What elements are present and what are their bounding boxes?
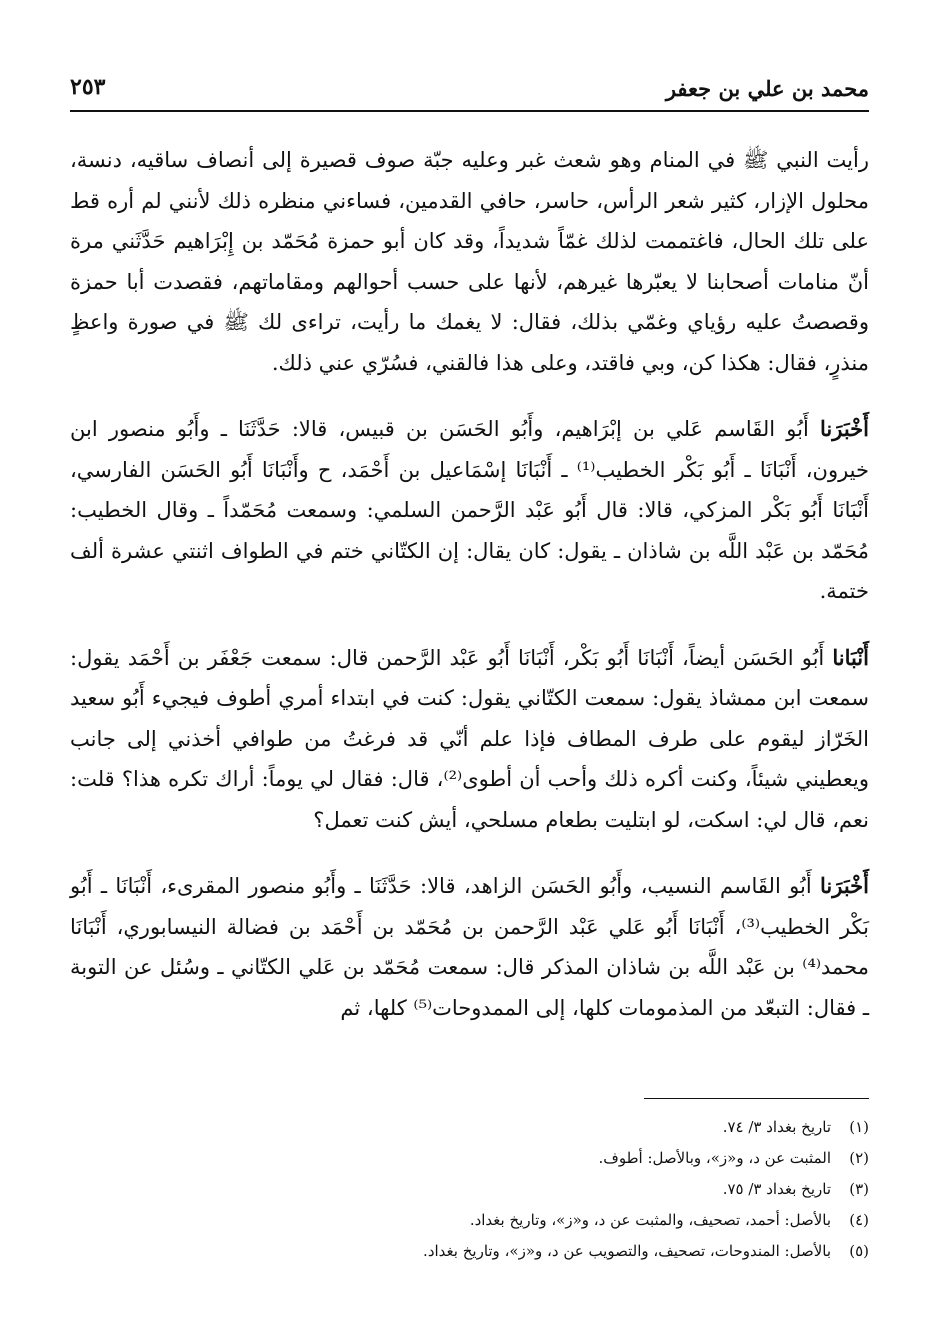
footnote-number: (١) (849, 1118, 869, 1136)
running-title: محمد بن علي بن جعفر (665, 76, 869, 101)
paragraph (70, 409, 869, 612)
paragraph (70, 140, 869, 383)
running-header (70, 62, 869, 112)
footnote-number: (٣) (849, 1180, 869, 1198)
paragraph (70, 866, 869, 1028)
footnote-text: تاريخ بغداد ٣/ ٧٤. (722, 1118, 831, 1136)
paragraph-lead: أَخْبَرَنا (820, 416, 869, 441)
main-text (70, 140, 869, 1054)
footnote (70, 1205, 869, 1236)
footnote (70, 1143, 869, 1174)
footnote-text: المثبت عن د، و«ز»، وبالأصل: أطوف. (598, 1149, 831, 1167)
footnote-text: بالأصل: المندوحات، تصحيف، والتصويب عن د، و«ز»، وتاريخ بغداد. (423, 1242, 831, 1260)
footnote-text: بالأصل: أحمد، تصحيف، والمثبت عن د، و«ز»، وتاريخ بغداد. (469, 1211, 831, 1229)
footnote-number: (٢) (849, 1149, 869, 1167)
paragraph-lead: أَخْبَرَنا (820, 873, 869, 898)
paragraph-lead: أَنْبَانا (832, 644, 869, 670)
paragraph-text: رأيت النبي ﷺ في المنام وهو شعث غبر وعليه جبّة صوف قصيرة إلى أنصاف ساقيه، دنسة، محلول الإزار، كثير شعر الرأس، حاسر، حافي القدمين، فساءني منظره ذلك لأنني لم أره قط على تلك الحال، فاغتممت لذلك غمّاً شديداً، وقد كان أبو حمزة مُحَمّد بن إِبْرَاهيم حَدَّثَني مرة أنّ منامات أصحابنا لا يعبّرها غيرهم، لأنها على حسب أحوالهم ومقاماتهم، فقصدت أبا حمزة وقصصتُ عليه رؤياي وغمّي بذلك، فقال: لا يغمك ما رأيت، تراءى لك ﷺ في صورة واعظٍ منذرٍ، فقال: هكذا كن، وبي فاقتد، وعلى هذا فالقني، فسُرّي عني ذلك. (70, 148, 869, 375)
footnote (70, 1112, 869, 1143)
footnote-number: (٥) (849, 1242, 869, 1260)
footnote-list (70, 1112, 869, 1267)
footnote (70, 1236, 869, 1267)
footnote-divider (644, 1098, 869, 1099)
page-number: ٢٥٣ (70, 74, 106, 100)
footnote (70, 1174, 869, 1205)
paragraph-text: أَبُو الحَسَن أيضاً، أَنْبَانَا أَبُو بَكْر، أَنْبَانَا أَبُو عَبْد الرَّحمن قال: سمعت جَعْفَر بن أَحْمَد يقول: سمعت ابن ممشاذ يقول: سمعت الكتّاني يقول: كنت في ابتداء أمري أطوف فيجيء أَبُو سعيد الخَرّاز ليقوم على طرف المطاف فإذا علم أنّي قد فرغتُ من طوافي أخذني إلى جانب ويعطيني شيئاً، وكنت أكره ذلك وأحب أن أطوى⁽²⁾، قال: فقال لي يوماً: أراك تكره هذا؟ قلت: نعم، قال لي: اسكت، لو ابتليت بطعام مسلحي، أيش كنت تعمل؟ (70, 645, 869, 832)
paragraph (70, 638, 869, 841)
paragraph-text: أَبُو القَاسم عَلي بن إبْرَاهيم، وأَبُو الحَسَن بن قبيس، قالا: حَدَّثَنَا ـ وأَبُو منصور ابن خيرون، أَنْبَانَا ـ أَبُو بَكْر الخطيب⁽¹⁾ ـ أَنْبَانَا إسْمَاعيل بن أَحْمَد، ح وأَنْبَانَا أَبُو الحَسَن الفارسي، أَنْبَانَا أَبُو بَكْر المزكي، قالا: قال أَبُو عَبْد الرَّحمن السلمي: وسمعت مُحَمّداً ـ وقال الخطيب: مُحَمّد بن عَبْد اللَّه بن شاذان ـ يقول: كان يقال: إن الكتّاني ختم في الطواف اثنتي عشرة ألف ختمة. (70, 417, 869, 603)
footnote-text: تاريخ بغداد ٣/ ٧٥. (722, 1180, 831, 1198)
paragraph-text: أَبُو القَاسم النسيب، وأَبُو الحَسَن الزاهد، قالا: حَدَّثَنَا ـ وأَبُو منصور المقرىء، أَنْبَانَا ـ أَبُو بَكْر الخطيب⁽³⁾، أَنْبَانَا أَبُو عَلي عَبْد الرَّحمن بن مُحَمّد بن أَحْمَد بن فضالة النيسابوري، أَنْبَانَا محمد⁽⁴⁾ بن عَبْد اللَّه بن شاذان المذكر قال: سمعت مُحَمّد بن عَلي الكتّاني ـ وسُئل عن التوبة ـ فقال: التبعّد من المذمومات كلها، إلى الممدوحات⁽⁵⁾ كلها، ثم (70, 874, 869, 1020)
footnote-number: (٤) (849, 1211, 869, 1229)
